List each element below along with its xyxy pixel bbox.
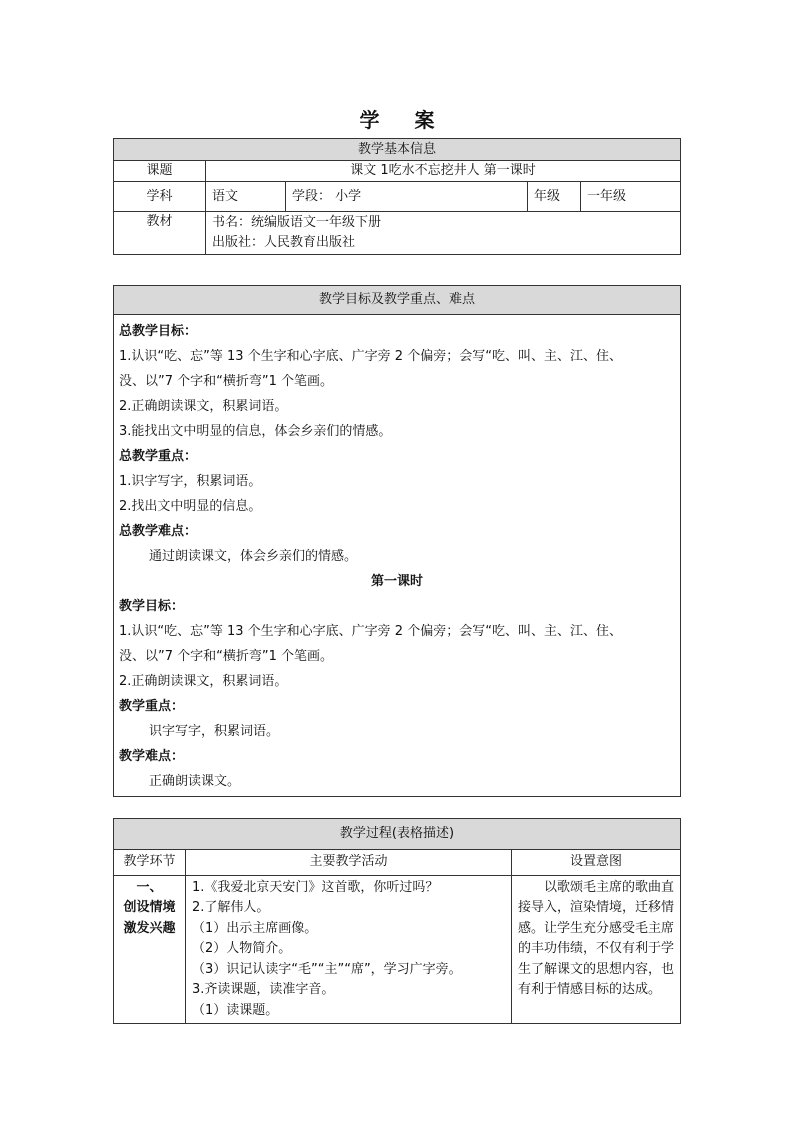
goals-line: 2.正确朗读课文，积累词语。 bbox=[119, 674, 288, 689]
goals-line: 第一课时 bbox=[370, 574, 423, 589]
col-step-header: 教学环节 bbox=[114, 850, 186, 876]
goals-line: 通过朗读课文，体会乡亲们的情感。 bbox=[149, 549, 358, 564]
topic-label: 课题 bbox=[114, 161, 206, 182]
goals-line: 2.正确朗读课文，积累词语。 bbox=[119, 399, 288, 414]
goals-line: 1.认识“吃、忘”等 13 个生字和心字底、广字旁 2 个偏旁；会写“吃、叫、主、江、住、 bbox=[119, 349, 622, 364]
goals-content bbox=[114, 315, 681, 797]
activity-line: 2.了解伟人。 bbox=[192, 900, 270, 915]
process-table bbox=[113, 818, 681, 1024]
goals-table bbox=[113, 285, 681, 797]
goals-line: 总教学目标： bbox=[119, 324, 198, 339]
goals-header: 教学目标及教学重点、难点 bbox=[114, 286, 681, 315]
activity-line: （2）人物简介。 bbox=[192, 941, 292, 956]
goals-line: 没、以”7 个字和“横折弯”1 个笔画。 bbox=[119, 374, 334, 389]
col-purpose-header: 设置意图 bbox=[512, 850, 681, 876]
goals-line: 3.能找出文中明显的信息，体会乡亲们的情感。 bbox=[119, 424, 392, 439]
step-line: 创设情境 bbox=[123, 900, 176, 915]
col-activity-header: 主要教学活动 bbox=[186, 850, 512, 876]
publisher: 出版社：人民教育出版社 bbox=[212, 235, 356, 250]
goals-line: 教学难点： bbox=[119, 749, 185, 764]
grade-label: 年级 bbox=[528, 182, 581, 212]
basic-info-table bbox=[113, 138, 681, 255]
goals-line: 总教学难点： bbox=[119, 524, 198, 539]
goals-line: 没、以”7 个字和“横折弯”1 个笔画。 bbox=[119, 649, 334, 664]
goals-line: 1.认识“吃、忘”等 13 个生字和心字底、广字旁 2 个偏旁；会写“吃、叫、主、江、住、 bbox=[119, 624, 622, 639]
textbook-label: 教材 bbox=[114, 212, 206, 255]
process-header: 教学过程(表格描述) bbox=[114, 819, 681, 850]
goals-line: 1.识字写字，积累词语。 bbox=[119, 474, 262, 489]
activity-line: （1）读课题。 bbox=[192, 1002, 279, 1018]
goals-line: 正确朗读课文。 bbox=[149, 774, 241, 789]
subject-value: 语文 bbox=[206, 182, 286, 212]
step-line: 一、 bbox=[136, 879, 163, 895]
activity-cell bbox=[186, 875, 512, 1024]
stage-label: 学段： 小学 bbox=[286, 182, 528, 212]
subject-label: 学科 bbox=[114, 182, 206, 212]
book-name: 书名：统编版语文一年级下册 bbox=[212, 215, 382, 230]
textbook-info bbox=[206, 212, 681, 255]
step-line: 激发兴趣 bbox=[123, 920, 176, 936]
document-title: 学 案 bbox=[359, 108, 449, 132]
goals-line: 识字写字，积累词语。 bbox=[149, 724, 280, 739]
goals-line: 总教学重点： bbox=[119, 449, 198, 464]
activity-line: （3）识记认读字“毛”“主”“席”，学习广字旁。 bbox=[192, 961, 462, 977]
activity-line: 3.齐读课题，读准字音。 bbox=[192, 982, 335, 997]
goals-line: 2.找出文中明显的信息。 bbox=[119, 499, 262, 514]
activity-line: 1.《我爱北京天安门》这首歌，你听过吗？ bbox=[192, 879, 439, 895]
topic-value: 课文 1吃水不忘挖井人 第一课时 bbox=[206, 161, 681, 182]
step-cell bbox=[114, 875, 186, 1024]
grade-value: 一年级 bbox=[581, 182, 681, 212]
purpose-cell: 以歌颂毛主席的歌曲直接导入，渲染情境，迁移情感。让学生充分感受毛主席的丰功伟绩，不仅有利于学生了解课文的思想内容，也有利于情感目标的达成。 bbox=[512, 875, 681, 1024]
goals-line: 教学目标： bbox=[119, 599, 185, 614]
basic-info-header: 教学基本信息 bbox=[114, 139, 681, 161]
goals-line: 教学重点： bbox=[119, 699, 185, 714]
activity-line: （1）出示主席画像。 bbox=[192, 920, 318, 936]
